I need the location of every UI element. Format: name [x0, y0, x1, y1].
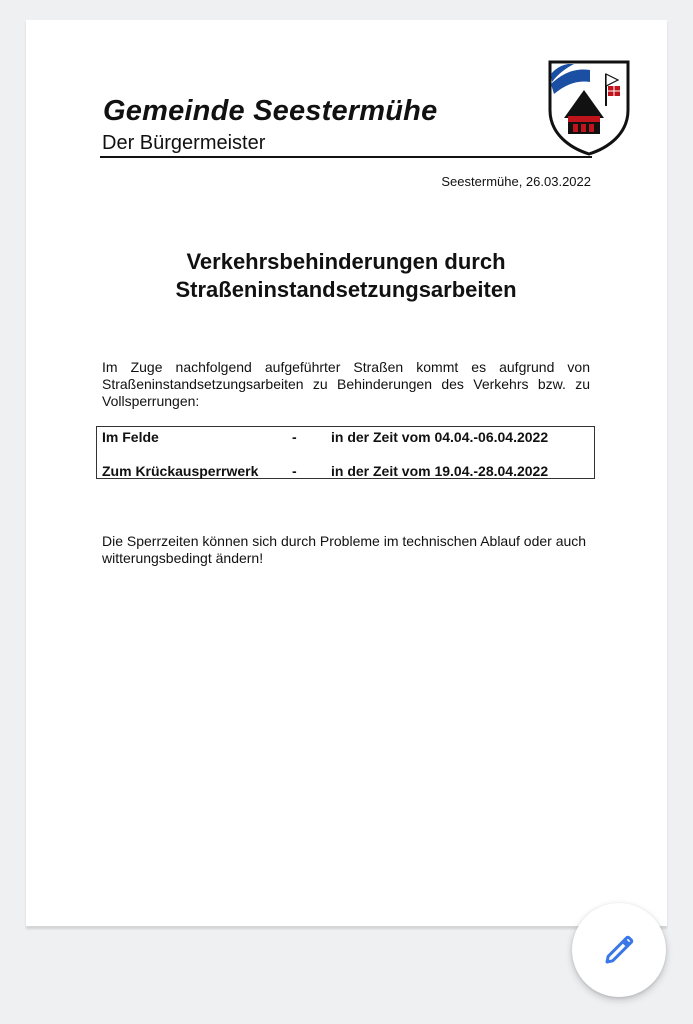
closure-period: in der Zeit vom 04.04.-06.04.2022: [331, 429, 549, 445]
closure-table: [96, 426, 595, 479]
header-divider: [100, 156, 592, 158]
closure-row: [97, 429, 594, 449]
closure-street: Zum Krückausperrwerk: [102, 463, 259, 479]
edit-pencil-icon: [601, 932, 637, 968]
municipality-name: Gemeinde Seestermühe: [103, 95, 438, 127]
letter: [26, 20, 667, 926]
intro-paragraph: Im Zuge nachfolgend aufgeführter Straßen kommt es aufgrund von Straßeninstandsetzungsarbeiten zu Behinderungen des Verkehrs bzw. zu Vollsperrungen:: [102, 359, 590, 409]
place-and-date: Seestermühe, 26.03.2022: [441, 174, 591, 189]
office-name: Der Bürgermeister: [102, 132, 266, 154]
closure-dash: -: [292, 429, 297, 445]
coat-of-arms-icon: [546, 60, 632, 156]
heading-line-2: Straßeninstandsetzungsarbeiten: [175, 277, 517, 302]
document-page[interactable]: [26, 20, 667, 927]
heading-line-1: Verkehrsbehinderungen durch: [186, 249, 506, 274]
document-heading: [86, 248, 606, 304]
closure-street: Im Felde: [102, 429, 159, 445]
closure-row: [97, 463, 594, 483]
closing-note: Die Sperrzeiten können sich durch Probleme im technischen Ablauf oder auch witterungsbedingt ändern!: [102, 533, 587, 566]
closure-period: in der Zeit vom 19.04.-28.04.2022: [331, 463, 549, 479]
edit-button[interactable]: [572, 903, 666, 997]
closure-dash: -: [292, 463, 297, 479]
